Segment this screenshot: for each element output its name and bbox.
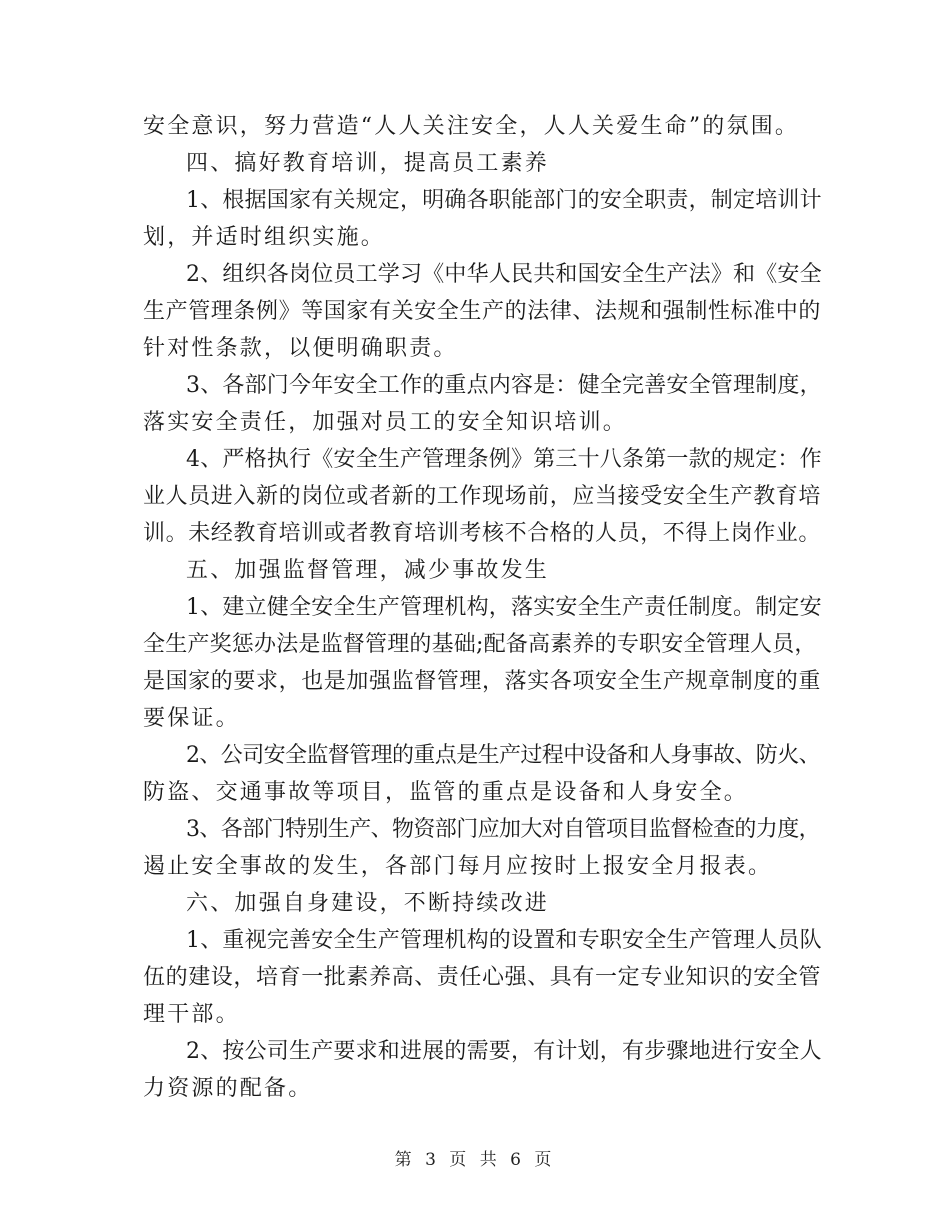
section-heading: 四、搞好教育培训，提高员工素养 — [186, 151, 550, 176]
text-line: 1、重视完善安全生产管理机构的设置和专职安全生产管理人员队 — [186, 928, 822, 953]
text-line: 3、各部门今年安全工作的重点内容是：健全完善安全管理制度， — [186, 373, 822, 398]
text-line: 划，并适时组织实施。 — [143, 225, 386, 250]
text-line: 理干部。 — [143, 1002, 240, 1027]
section-heading: 五、加强监督管理，减少事故发生 — [186, 558, 550, 583]
text-line: 全生产奖惩办法是监督管理的基础;配备高素养的专职安全管理人员， — [143, 632, 817, 657]
text-line: 训。未经教育培训或者教育培训考核不合格的人员，不得上岗作业。 — [143, 521, 822, 546]
section-heading: 六、加强自身建设，不断持续改进 — [186, 891, 550, 916]
text-line: 业人员进入新的岗位或者新的工作现场前，应当接受安全生产教育培 — [143, 484, 822, 509]
text-line: 安全意识，努力营造“人人关注安全，人人关爱生命”的氛围。 — [143, 114, 800, 139]
text-line: 是国家的要求，也是加强监督管理，落实各项安全生产规章制度的重 — [143, 669, 822, 694]
text-line: 2、公司安全监督管理的重点是生产过程中设备和人身事故、防火、 — [186, 743, 820, 768]
text-line: 1、建立健全安全生产管理机构，落实安全生产责任制度。制定安 — [186, 595, 822, 620]
text-line: 1、根据国家有关规定，明确各职能部门的安全职责，制定培训计 — [186, 188, 822, 213]
text-line: 针对性条款，以便明确职责。 — [143, 336, 458, 361]
text-line: 2、组织各岗位员工学习《中华人民共和国安全生产法》和《安全 — [186, 262, 822, 287]
text-line: 2、按公司生产要求和进展的需要，有计划，有步骤地进行安全人 — [186, 1039, 822, 1064]
text-line: 遏止安全事故的发生，各部门每月应按时上报安全月报表。 — [143, 854, 773, 879]
text-line: 伍的建设，培育一批素养高、责任心强、具有一定专业知识的安全管 — [143, 965, 822, 990]
text-line: 生产管理条例》等国家有关安全生产的法律、法规和强制性标准中的 — [143, 299, 822, 324]
text-line: 3、各部门特别生产、物资部门应加大对自管项目监督检查的力度， — [186, 817, 820, 842]
text-line: 防盗、交通事故等项目，监管的重点是设备和人身安全。 — [143, 780, 749, 805]
text-line: 落实安全责任，加强对员工的安全知识培训。 — [143, 410, 628, 435]
page-number-footer: 第 3 页 共 6 页 — [394, 1150, 556, 1170]
text-line: 力资源的配备。 — [143, 1076, 313, 1101]
text-line: 4、严格执行《安全生产管理条例》第三十八条第一款的规定：作 — [186, 447, 822, 472]
text-line: 要保证。 — [143, 706, 240, 731]
